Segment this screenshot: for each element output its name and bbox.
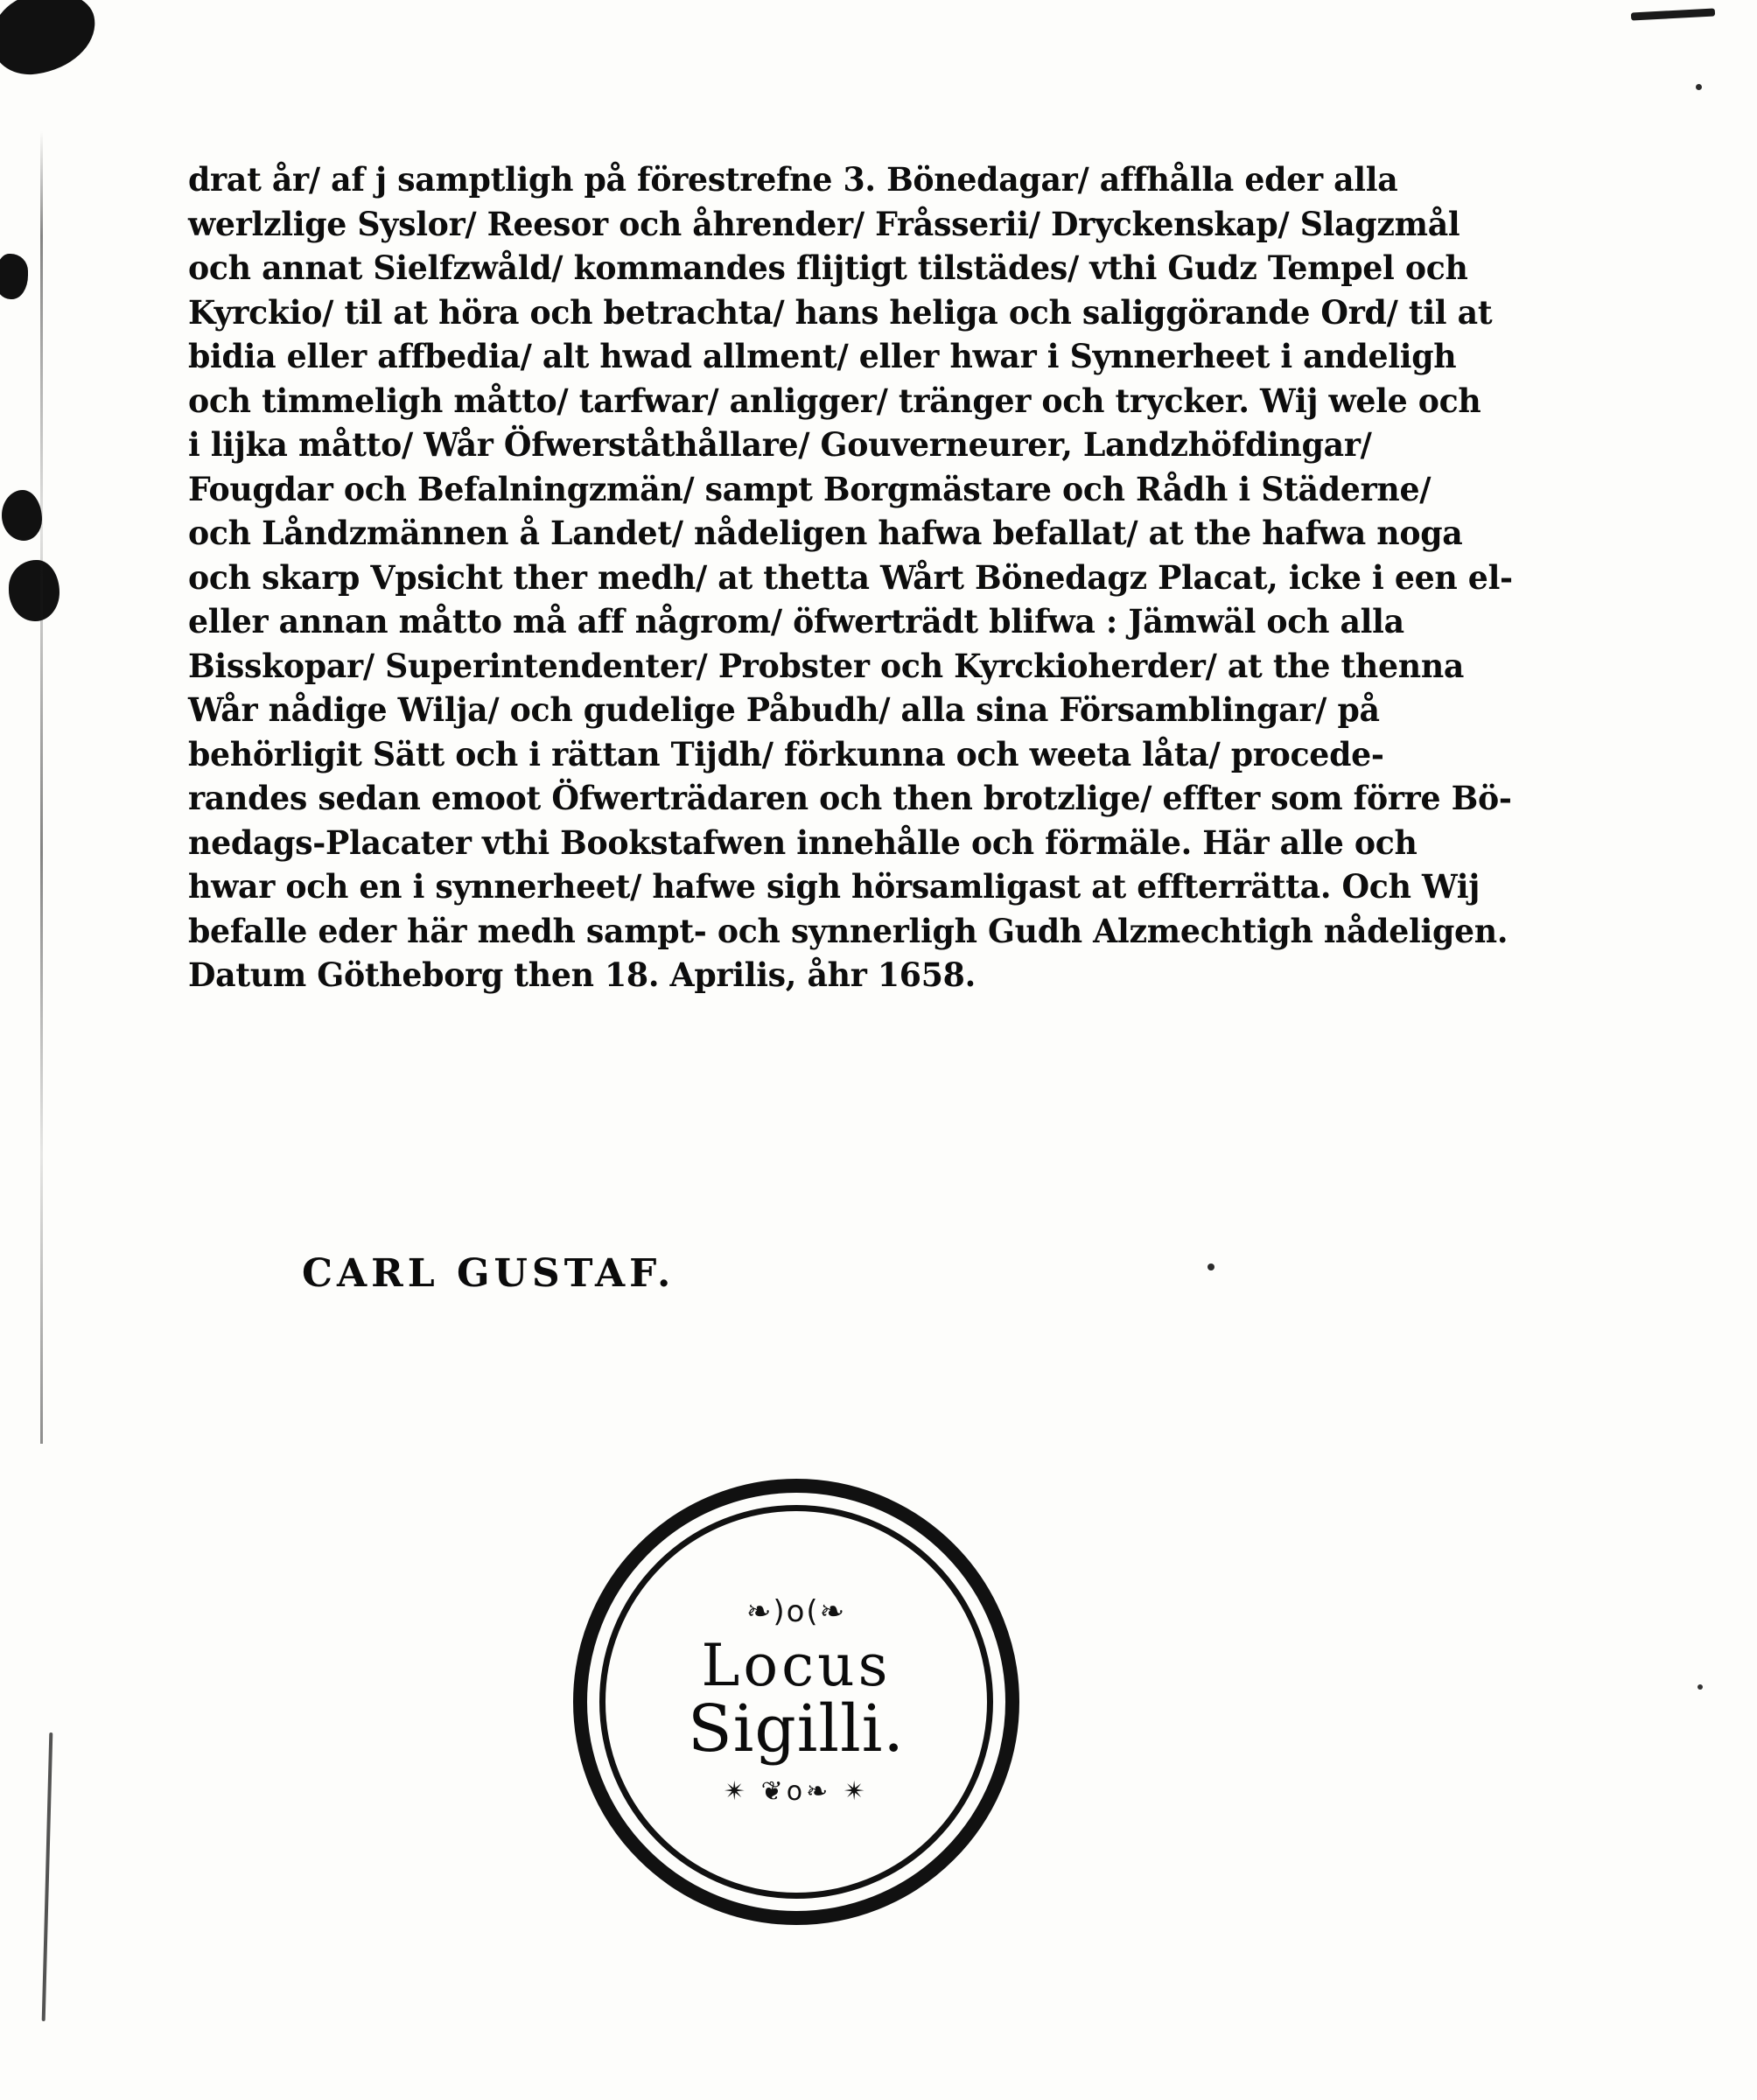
seal-content xyxy=(626,1531,967,1872)
text-line: och timmeligh måtto/ tarfwar/ anligger/ tränger och trycker. Wij wele och xyxy=(188,381,1481,420)
seal-ornament-bottom-icon: ✴ ❦o❧ ✴ xyxy=(724,1775,869,1807)
scan-speck-artifact xyxy=(1631,8,1715,20)
scan-speck-artifact xyxy=(1696,84,1702,90)
text-line: Bisskopar/ Superintendenter/ Probster och Kyrckioherder/ at the thenna xyxy=(188,646,1465,685)
text-line: och Låndzmännen å Landet/ nådeligen hafwa befallat/ at the hafwa noga xyxy=(188,514,1463,552)
seal-text-line-2: Sigilli. xyxy=(688,1691,905,1768)
text-line-datum: Datum Götheborg then 18. Aprilis, åhr 1658. xyxy=(188,956,976,994)
text-line: befalle eder här medh sampt- och synnerligh Gudh Alzmechtigh nådeligen. xyxy=(188,911,1508,950)
text-line: Fougdar och Befalningzmän/ sampt Borgmästare och Rådh i Städerne/ xyxy=(188,469,1432,508)
text-line: eller annan måtto må aff någrom/ öfwerträdt blifwa : Jämwäl och alla xyxy=(188,602,1404,640)
text-line: werlzlige Syslor/ Reesor och åhrender/ Fråsserii/ Dryckenskap/ Slagzmål xyxy=(188,204,1460,243)
document-body-text xyxy=(188,158,1540,998)
page-edge-artifact xyxy=(40,131,43,1444)
ink-blot-artifact xyxy=(2,490,42,541)
text-line: i lijka måtto/ Wår Öfwerståthållare/ Gouverneurer, Landzhöfdingar/ xyxy=(188,425,1372,464)
seal-text-line-1: Locus xyxy=(701,1632,892,1699)
text-line: behörligit Sätt och i rättan Tijdh/ förkunna och weeta låta/ procede- xyxy=(188,734,1384,774)
seal-ornament-top-icon: ❧)o(❧ xyxy=(746,1594,847,1629)
text-line: och annat Sielfzwåld/ kommandes flijtigt tilstädes/ vthi Gudz Tempel och xyxy=(188,248,1468,287)
text-line: bidia eller affbedia/ alt hwad allment/ eller hwar i Synnerheet i andeligh xyxy=(188,337,1457,375)
text-line: Wår nådige Wilja/ och gudelige Påbudh/ alla sina Församblingar/ på xyxy=(188,690,1380,729)
text-line: drat år/ af j samptligh på förestrefne 3. Bönedagar/ affhålla eder alla xyxy=(188,160,1398,199)
text-line: och skarp Vpsicht ther medh/ at thetta Wårt Bönedagz Placat, icke i een el- xyxy=(188,557,1513,597)
scan-speck-artifact xyxy=(1208,1264,1214,1270)
text-line: Kyrckio/ til at höra och betrachta/ hans heliga och saliggörande Ord/ til at xyxy=(188,292,1493,332)
ink-blot-artifact xyxy=(0,0,103,81)
ink-blot-artifact xyxy=(0,254,28,299)
seal-placeholder xyxy=(573,1479,1019,1925)
scan-speck-artifact xyxy=(1698,1684,1703,1690)
ink-blot-artifact xyxy=(9,560,60,621)
text-line: hwar och en i synnerheet/ hafwe sigh hörsamligast at effterrätta. Och Wij xyxy=(188,867,1480,906)
royal-signature: CARL GUSTAF. xyxy=(302,1251,676,1296)
text-line: nedags-Placater vthi Bookstafwen innehålle och förmäle. Här alle och xyxy=(188,822,1418,862)
text-line: randes sedan emoot Öfwerträdaren och then brotzlige/ effter som förre Bö- xyxy=(188,779,1512,817)
page-edge-artifact xyxy=(42,1732,53,2021)
